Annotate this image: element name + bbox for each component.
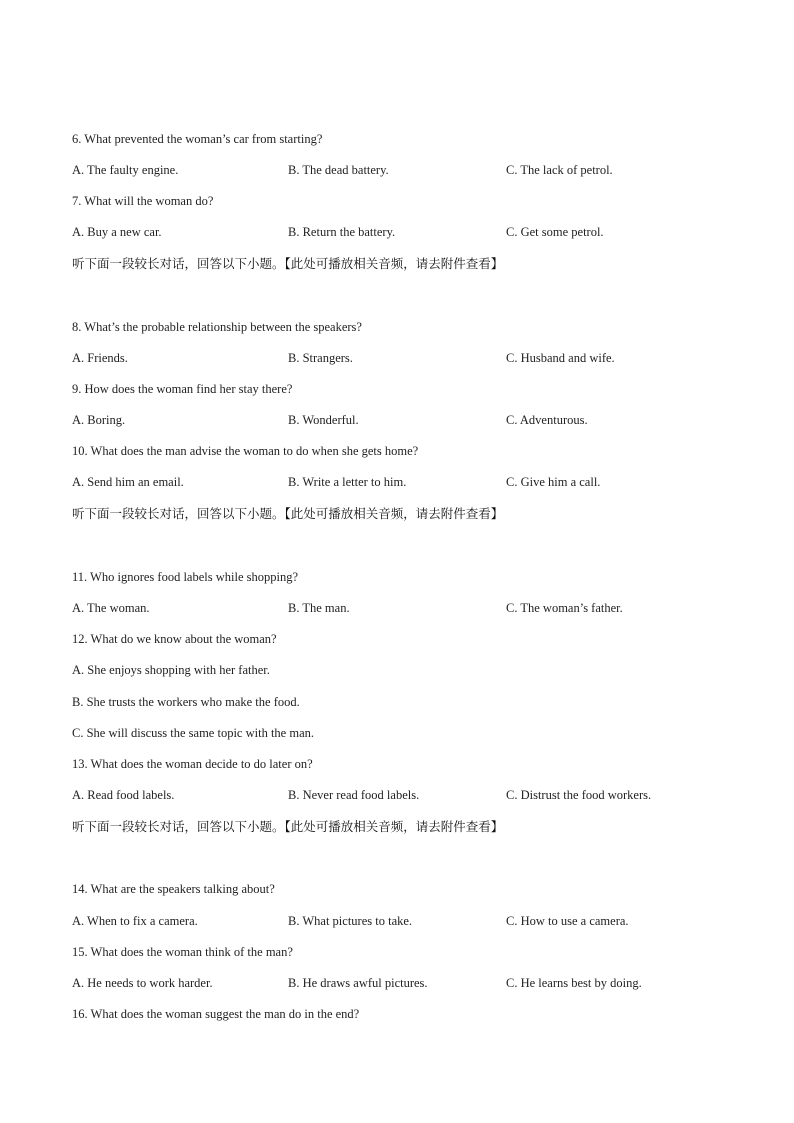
listening-instruction: 听下面一段较长对话，回答以下小题。【此处可播放相关音频，请去附件查看】 (72, 819, 504, 834)
question-13-stem: 13. What does the woman decide to do later on? (72, 757, 313, 771)
question-7-option-b: B. Return the battery. (288, 225, 396, 239)
question-14-option-b: B. What pictures to take. (288, 914, 413, 928)
question-14-option-a: A. When to fix a camera. (72, 914, 198, 928)
question-10-option-b: B. Write a letter to him. (288, 475, 407, 489)
question-6-stem: 6. What prevented the woman’s car from starting? (72, 132, 323, 146)
question-15-stem: 15. What does the woman think of the man? (72, 945, 293, 959)
question-12-stem: 12. What do we know about the woman? (72, 632, 277, 646)
question-8-stem: 8. What’s the probable relationship between the speakers? (72, 320, 362, 334)
question-9-option-a: A. Boring. (72, 413, 126, 427)
question-11-option-b: B. The man. (288, 601, 350, 615)
question-12-option-a: A. She enjoys shopping with her father. (72, 663, 270, 677)
question-9-stem: 9. How does the woman find her stay there? (72, 382, 293, 396)
question-8-option-b: B. Strangers. (288, 351, 353, 365)
question-13-option-c: C. Distrust the food workers. (506, 788, 652, 802)
question-15-option-a: A. He needs to work harder. (72, 976, 213, 990)
question-10-option-c: C. Give him a call. (506, 475, 601, 489)
question-6-option-a: A. The faulty engine. (72, 163, 179, 177)
question-13-option-b: B. Never read food labels. (288, 788, 420, 802)
question-14-option-c: C. How to use a camera. (506, 914, 629, 928)
question-6-option-c: C. The lack of petrol. (506, 163, 613, 177)
question-7-option-c: C. Get some petrol. (506, 225, 604, 239)
question-9-option-c: C. Adventurous. (506, 413, 588, 427)
question-9-option-b: B. Wonderful. (288, 413, 359, 427)
question-11-option-c: C. The woman’s father. (506, 601, 623, 615)
question-7-option-a: A. Buy a new car. (72, 225, 162, 239)
question-11-stem: 11. Who ignores food labels while shopping? (72, 570, 299, 584)
listening-instruction: 听下面一段较长对话，回答以下小题。【此处可播放相关音频，请去附件查看】 (72, 256, 504, 271)
question-7-stem: 7. What will the woman do? (72, 194, 214, 208)
question-13-option-a: A. Read food labels. (72, 788, 175, 802)
question-12-option-b: B. She trusts the workers who make the food. (72, 695, 300, 709)
question-16-stem: 16. What does the woman suggest the man do in the end? (72, 1007, 360, 1021)
question-11-option-a: A. The woman. (72, 601, 150, 615)
question-8-option-a: A. Friends. (72, 351, 128, 365)
question-14-stem: 14. What are the speakers talking about? (72, 882, 275, 896)
question-6-option-b: B. The dead battery. (288, 163, 389, 177)
question-12-option-c: C. She will discuss the same topic with the man. (72, 726, 314, 740)
listening-instruction: 听下面一段较长对话，回答以下小题。【此处可播放相关音频，请去附件查看】 (72, 506, 504, 521)
question-15-option-b: B. He draws awful pictures. (288, 976, 428, 990)
question-10-option-a: A. Send him an email. (72, 475, 184, 489)
question-10-stem: 10. What does the man advise the woman to do when she gets home? (72, 444, 419, 458)
question-8-option-c: C. Husband and wife. (506, 351, 615, 365)
question-15-option-c: C. He learns best by doing. (506, 976, 642, 990)
